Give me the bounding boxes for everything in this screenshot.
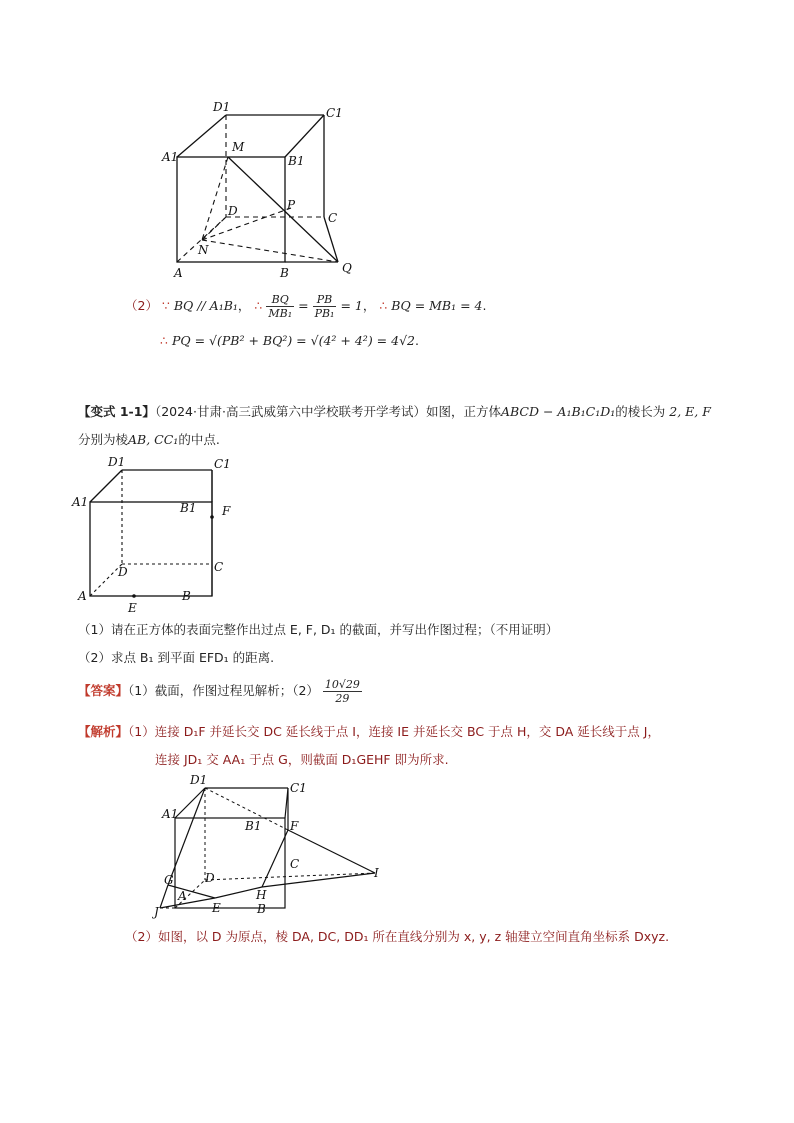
therefore-symbol-1: ∴: [254, 298, 263, 313]
label-D1: D1: [190, 773, 208, 787]
answer-line: [78, 673, 362, 709]
pq-computation: PQ = √(PB² + BQ²) = √(4² + 4²) = 4√2: [171, 333, 415, 348]
label-P: P: [287, 198, 296, 212]
label-J: J: [154, 905, 159, 919]
label-A: A: [78, 589, 87, 603]
variant-tag: 【变式 1-1】: [78, 404, 155, 419]
label-N: N: [198, 243, 209, 257]
analysis-tag: 【解析】: [78, 724, 129, 739]
variant-source: （2024·甘肃·高三武威第六中学校联考开学考试）: [154, 404, 426, 419]
cube-name: ABCD − A₁B₁C₁D₁: [500, 404, 616, 419]
label-A1: A1: [162, 150, 179, 164]
label-F: F: [222, 504, 231, 518]
label-C1: C1: [290, 781, 307, 795]
label-D1: D1: [213, 100, 231, 114]
equals-one: = 1: [340, 298, 363, 313]
label-D: D: [228, 204, 238, 218]
label-D: D: [118, 565, 128, 579]
figure-1-cube: [160, 95, 380, 285]
analysis-line2: 连接 JD₁ 交 AA₁ 于点 G，则截面 D₁GEHF 即为所求.: [155, 752, 449, 767]
label-C: C: [214, 560, 224, 574]
label-D1: D1: [108, 455, 126, 469]
label-C1: C1: [326, 106, 343, 120]
solution-part2-line1: （2） ∵ BQ // A₁B₁， ∴ $\frac{BQ}{\text{MB₁}}$ = $\frac{PB}{\text{PB₁}}$ = 1， ∴ BQ = MB₁ = 4.: [125, 293, 487, 320]
point-F: [210, 515, 214, 519]
figure-3-section: [150, 770, 390, 920]
variant-header: 【变式 1-1】（2024·甘肃·高三武威第六中学校联考开学考试）如图，正方体ABCD − A₁B₁C₁D₁的棱长为 2, E, F: [78, 404, 711, 419]
answer-text: （1）截面，作图过程见解析；（2）: [128, 683, 319, 698]
parallel-statement: BQ // A₁B₁: [173, 298, 238, 313]
label-C: C: [328, 211, 338, 225]
result-bq: BQ = MB₁ = 4: [391, 298, 483, 313]
label-E: E: [212, 901, 221, 915]
question-2: （2）求点 B₁ 到平面 EFD₁ 的距离.: [78, 650, 275, 665]
label-H: H: [256, 888, 267, 902]
variant-line2: 分别为棱AB, CC₁的中点.: [78, 432, 220, 447]
label-A1: A1: [72, 495, 89, 509]
label-I: I: [374, 866, 379, 880]
because-symbol: ∵: [161, 298, 170, 313]
edge-names: AB, CC₁: [128, 432, 179, 447]
part-number: （2）: [125, 298, 158, 313]
label-F: F: [290, 819, 299, 833]
point-E: [132, 594, 136, 598]
question-1: （1）请在正方体的表面完整作出过点 E, F, D₁ 的截面，并写出作图过程；（不用证明）: [78, 622, 559, 637]
label-E: E: [128, 601, 137, 615]
label-C1: C1: [214, 457, 231, 471]
fraction-bq-mb1: $\frac{BQ}{\text{MB₁}}$: [268, 293, 293, 320]
label-G: G: [164, 873, 174, 887]
analysis-line3: （2）如图，以 D 为原点，棱 DA, DC, DD₁ 所在直线分别为 x, y, z 轴建立空间直角坐标系 Dxyz.: [125, 929, 670, 944]
given-values: 2, E, F: [669, 404, 711, 419]
therefore-symbol-3: ∴: [160, 333, 168, 348]
answer-fraction: $\frac{10√29}{29}$: [324, 678, 360, 705]
label-A1: A1: [162, 807, 179, 821]
label-B1: B1: [288, 154, 305, 168]
label-B1: B1: [180, 501, 197, 515]
therefore-symbol-2: ∴: [379, 298, 388, 313]
label-M: M: [232, 140, 245, 154]
solution-part2-line2: ∴ PQ = √(PB² + BQ²) = √(4² + 4²) = 4√2.: [160, 333, 419, 348]
answer-tag: 【答案】: [78, 683, 129, 698]
label-C: C: [290, 857, 300, 871]
label-B: B: [280, 266, 289, 280]
analysis-line1: 【解析】（1）连接 D₁F 并延长交 DC 延长线于点 I，连接 IE 并延长交 BC 于点 H，交 DA 延长线于点 J，: [78, 724, 660, 739]
figure-2-cube: [70, 450, 250, 615]
label-A: A: [178, 889, 187, 903]
label-B1: B1: [245, 819, 262, 833]
label-B: B: [257, 902, 266, 916]
label-A: A: [174, 266, 183, 280]
label-B: B: [182, 589, 191, 603]
label-Q: Q: [342, 261, 352, 275]
fraction-pb-pb1: $\frac{PB}{\text{PB₁}}$: [314, 293, 335, 320]
label-D: D: [205, 871, 215, 885]
